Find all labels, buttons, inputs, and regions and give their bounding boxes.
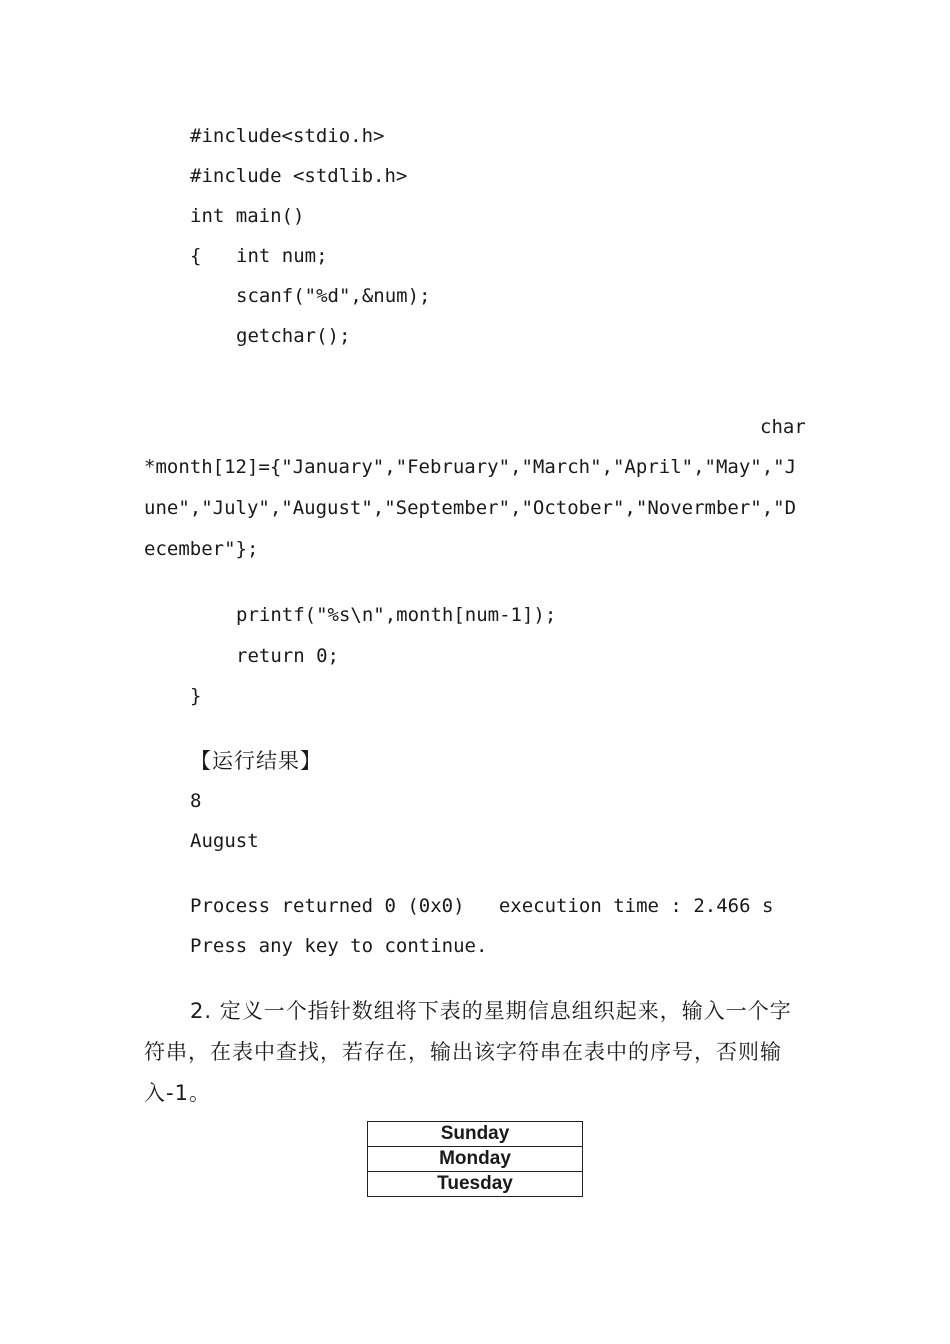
code-line-include-stdio: #include<stdio.h> [190,125,385,147]
code-month-array-declaration: *month[12]={"January","February","March","April","May","June","July","August","September","October","Novermber","December"}; [144,456,797,560]
code-line-printf: printf("%s\n",month[num-1]); [236,604,557,626]
code-line-int-num: int num; [236,245,328,267]
table-row [368,1122,583,1147]
table-cell: Tuesday [368,1172,583,1197]
question-paragraph: 2. 定义一个指针数组将下表的星期信息组织起来，输入一个字符串，在表中查找，若存在，输出该字符串在表中的序号，否则输入-1。 [144,999,792,1105]
weekday-table [367,1121,583,1197]
result-input: 8 [190,790,202,812]
code-line-main: int main() [190,205,305,227]
result-press-line: Press any key to continue. [190,935,488,957]
table-row [368,1172,583,1197]
code-line-getchar: getchar(); [236,325,351,347]
result-heading: 【运行结果】 [190,749,322,773]
table-row [368,1147,583,1172]
table-cell: Monday [368,1147,583,1172]
code-line-include-stdlib: #include <stdlib.h> [190,165,408,187]
code-line-open-brace: { [190,245,202,267]
code-line-return: return 0; [236,645,339,667]
result-process-line: Process returned 0 (0x0) execution time : 2.466 s [190,895,774,917]
code-char-keyword: char [760,416,806,438]
result-output: August [190,830,259,852]
code-line-scanf: scanf("%d",&num); [236,285,431,307]
code-line-close-brace: } [190,685,202,707]
table-cell: Sunday [368,1122,583,1147]
